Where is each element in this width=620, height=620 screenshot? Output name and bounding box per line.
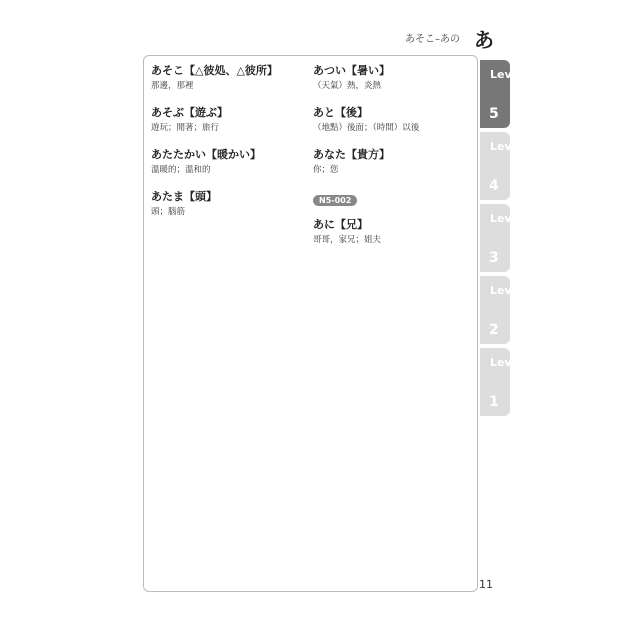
tab-number: 2 xyxy=(489,322,499,338)
entry-text: 哥哥，家兄；姐夫 xyxy=(313,235,382,245)
left-column xyxy=(151,62,301,230)
entry-atsui xyxy=(313,62,463,93)
entry-ani xyxy=(313,216,463,247)
entry-atama xyxy=(151,188,301,219)
headword: あなた【貴方】 xyxy=(313,148,390,161)
headword: あに【兄】 xyxy=(313,218,368,231)
entry-anata xyxy=(313,146,463,177)
right-column xyxy=(313,62,463,258)
header-range: あそこ–あの xyxy=(405,34,460,45)
tab-label: Level xyxy=(490,140,523,153)
level-tab-2[interactable] xyxy=(480,276,523,344)
header-kana: あ xyxy=(474,28,494,52)
entry-asobu xyxy=(151,104,301,135)
headword: あと【後】 xyxy=(313,106,368,119)
headword: あそぶ【遊ぶ】 xyxy=(151,106,228,119)
tab-number: 3 xyxy=(489,250,499,266)
tab-number: 5 xyxy=(489,106,499,122)
tab-number: 4 xyxy=(489,178,499,194)
tab-label: Level xyxy=(490,284,523,297)
level-tab-3[interactable] xyxy=(480,204,523,272)
entry-text: 遊玩；閒著；旅行 xyxy=(151,123,220,133)
tab-label: Level xyxy=(490,68,523,81)
entry-atatakai xyxy=(151,146,301,177)
entry-ato xyxy=(313,104,463,135)
headword: あそこ【△彼処、△彼所】 xyxy=(151,64,278,77)
tab-number: 1 xyxy=(489,394,499,410)
headword: あつい【暑い】 xyxy=(313,64,390,77)
entry-text: 頭；腦筋 xyxy=(151,207,186,217)
page-number: 11 xyxy=(479,578,493,591)
level-tabs xyxy=(480,60,523,420)
level-tab-5[interactable] xyxy=(480,60,523,128)
entry-text: （天氣）熱，炎熱 xyxy=(313,81,382,91)
level-badge: N5-002 xyxy=(313,195,357,206)
entry-text: 那邊，那裡 xyxy=(151,81,194,91)
level-tab-1[interactable] xyxy=(480,348,523,416)
level-tab-4[interactable] xyxy=(480,132,523,200)
tab-label: Level xyxy=(490,212,523,225)
entry-text: 溫暖的；溫和的 xyxy=(151,165,211,175)
tab-label: Level xyxy=(490,356,523,369)
entry-text: （地點）後面；（時間）以後 xyxy=(313,123,420,133)
headword: あたたかい【暖かい】 xyxy=(151,148,261,161)
headword: あたま【頭】 xyxy=(151,190,217,203)
entry-text: 你；您 xyxy=(313,165,339,175)
entry-asoko xyxy=(151,62,301,93)
